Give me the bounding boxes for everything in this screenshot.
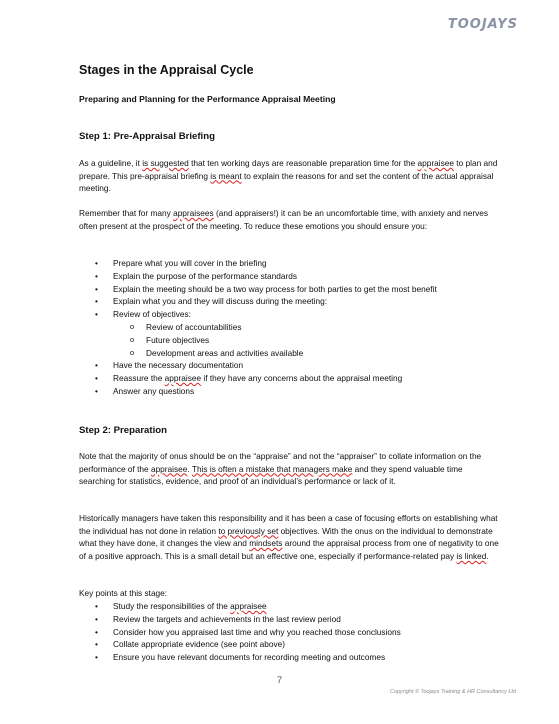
step2-heading: Step 2: Preparation (79, 425, 167, 436)
step1-paragraph-1: As a guideline, it is suggested that ten working days are reasonable preparation time for the appraisee to plan and prepare. This pre-appraisal briefing is meant to explain the reasons for and set the content of the actual appraisal meeting. (79, 158, 498, 194)
step1-bullet-list (79, 257, 437, 398)
bullet-icon: • (95, 258, 98, 268)
bullet-icon: • (95, 309, 98, 320)
list-item: • Ensure you have relevant documents for recording meeting and outcomes (95, 652, 386, 663)
page-number: 7 (276, 675, 283, 686)
bullet-icon: • (95, 296, 98, 307)
sub-bullet-icon: o (130, 334, 135, 344)
bullet-icon: • (95, 613, 98, 624)
page-title: Stages in the Appraisal Cycle (79, 63, 254, 77)
bullet-icon: • (95, 385, 98, 396)
bullet-icon: • (95, 639, 98, 650)
bullet-icon: • (95, 601, 98, 611)
bullet-icon: • (95, 270, 98, 281)
list-item: • Review the targets and achievements in the last review period (95, 613, 341, 624)
bullet-icon: • (95, 652, 98, 663)
bullet-icon: • (95, 626, 98, 637)
copyright-notice: Copyright © Toojays Training & HR Consultancy Ltd (389, 689, 516, 695)
list-item: • Reassure the appraisee if they have any concerns about the appraisal meeting (95, 373, 403, 384)
list-item: • Prepare what you will cover in the briefing (95, 258, 267, 268)
key-points-intro: Key points at this stage: (79, 588, 168, 598)
step2-paragraph-2: Historically managers have taken this responsibility and it has been a case of focusing efforts on establishing what the individual has not done in relation to previously set objectives. With the onus on the individual to demonstrate what they have done, it changes the view and mindsets around the appraisal process from one of negativity to one of a positive approach. This is a small detail but an effective one, especially if performance-related pay is linked. (79, 513, 499, 561)
sub-list-item: o Development areas and activities available (130, 347, 304, 358)
list-item: • Study the responsibilities of the appraisee (95, 601, 267, 611)
sub-list-item: o Review of accountabilities (130, 321, 242, 332)
sub-list-item: o Future objectives (130, 334, 210, 345)
company-logo: TOOJAYS (447, 17, 518, 32)
bullet-icon: • (95, 360, 98, 371)
list-item: • Review of objectives: (95, 309, 191, 320)
list-item: • Explain the purpose of the performance standards (95, 270, 298, 281)
list-item: • Collate appropriate evidence (see point above) (95, 639, 286, 650)
sub-bullet-icon: o (130, 321, 135, 331)
step1-paragraph-2: Remember that for many appraisees (and appraisers!) it can be an uncomfortable time, with anxiety and nerves often present at the prospect of the meeting. To reduce these emotions you should ensure you: (79, 208, 489, 231)
list-item: • Answer any questions (95, 385, 195, 396)
page-subtitle: Preparing and Planning for the Performance Appraisal Meeting (79, 94, 336, 104)
bullet-icon: • (95, 373, 98, 384)
step1-heading: Step 1: Pre-Appraisal Briefing (79, 131, 215, 142)
bullet-icon: • (95, 283, 98, 294)
list-item: • Consider how you appraised last time and why you reached those conclusions (95, 626, 401, 637)
list-item: • Explain the meeting should be a two way process for both parties to get the most benefit (95, 283, 437, 294)
list-item: • Explain what you and they will discuss during the meeting: (95, 296, 327, 307)
step2-paragraph-1: Note that the majority of onus should be on the “appraise” and not the “appraiser” to collate information on the performance of the appraisee. This is often a mistake that managers make and they spend valuable time searching for statistics, evidence, and proof of an individual’s performance or lack of it. (79, 451, 482, 487)
list-item: • Have the necessary documentation (95, 360, 244, 371)
sub-bullet-icon: o (130, 347, 135, 357)
step2-bullet-list (79, 600, 401, 664)
